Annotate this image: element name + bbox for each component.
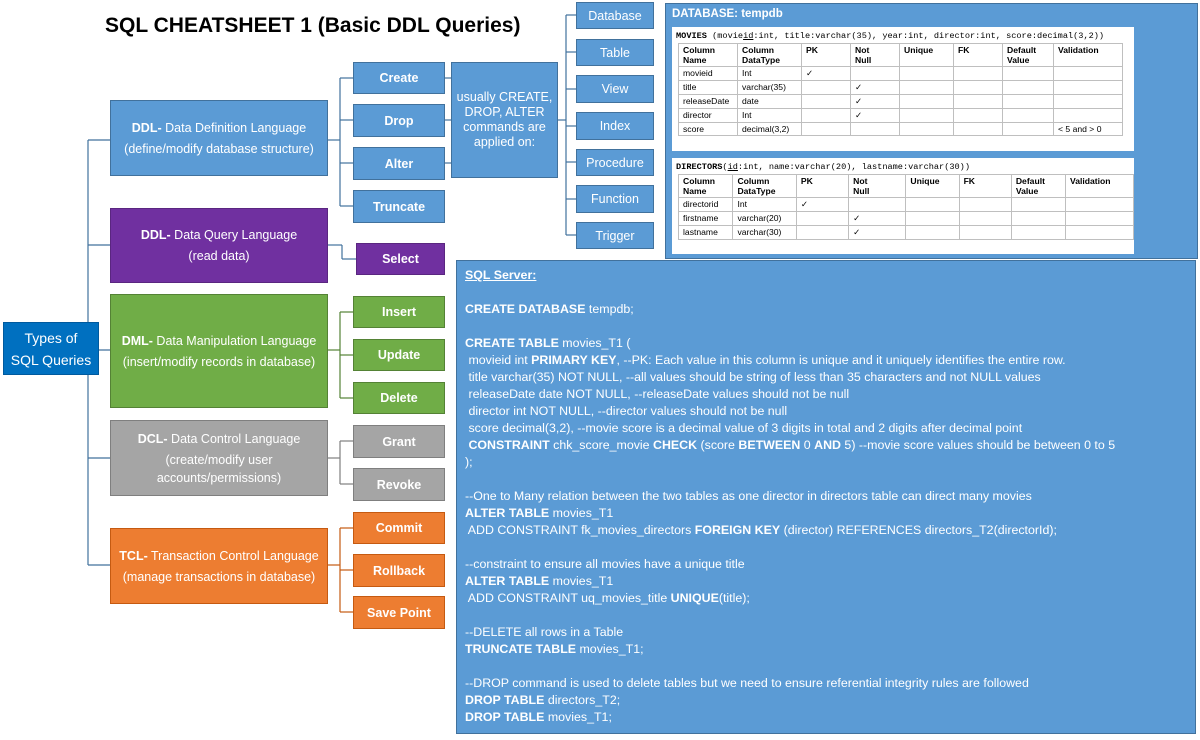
cmd-commit: Commit [353, 512, 445, 544]
table-cell [1011, 198, 1065, 212]
cmd-revoke: Revoke [353, 468, 445, 501]
table-cell [900, 67, 954, 81]
column-header: Default Value [1003, 44, 1054, 67]
category-desc: (manage transactions in database) [122, 569, 316, 584]
column-header: Column Name [679, 44, 738, 67]
table-cell [851, 67, 900, 81]
category-dql [110, 208, 328, 283]
table-row [679, 198, 1134, 212]
table-row [679, 67, 1123, 81]
code-line: CREATE TABLE movies_T1 ( [465, 336, 631, 350]
object-trigger: Trigger [576, 222, 654, 249]
sql-code-panel [456, 260, 1196, 734]
cmd-grant: Grant [353, 425, 445, 458]
column-header: Not Null [851, 44, 900, 67]
code-line: movieid int PRIMARY KEY, --PK: Each value in this column is unique and it uniquely identifies the entire row. [465, 353, 1066, 367]
page-title: SQL CHEATSHEET 1 (Basic DDL Queries) [105, 14, 521, 37]
table-cell [802, 109, 851, 123]
code-line: --DROP command is used to delete tables but we need to ensure referential integrity rules are followed [465, 676, 1029, 690]
table-cell [1003, 123, 1054, 136]
table-cell [1054, 109, 1123, 123]
column-header: FK [959, 175, 1011, 198]
directors-table-card [672, 158, 1134, 254]
object-procedure: Procedure [576, 149, 654, 176]
code-line: title varchar(35) NOT NULL, --all values should be string of less than 35 characters and not NULL values [465, 370, 1041, 384]
table-cell: date [738, 95, 802, 109]
cmd-rollback: Rollback [353, 554, 445, 587]
table-cell [900, 123, 954, 136]
code-line: --DELETE all rows in a Table [465, 625, 624, 639]
code-line [465, 658, 1187, 675]
cmd-delete: Delete [353, 382, 445, 414]
category-desc: (create/modify user accounts/permissions) [156, 452, 282, 485]
table-cell [906, 212, 959, 226]
code-line: CONSTRAINT chk_score_movie CHECK (score BETWEEN 0 AND 5) --movie score values should be between 0 to 5 [468, 438, 1116, 452]
object-table: Table [576, 39, 654, 66]
directors-table [678, 174, 1134, 240]
database-panel [665, 3, 1198, 259]
column-header: PK [796, 175, 848, 198]
table-cell: decimal(3,2) [738, 123, 802, 136]
table-cell [1003, 67, 1054, 81]
category-name: Data Manipulation Language [152, 333, 317, 348]
table-cell [1054, 67, 1123, 81]
code-line: --One to Many relation between the two tables as one director in directors table can direct many movies [465, 489, 1032, 503]
column-header: Default Value [1011, 175, 1065, 198]
code-line [465, 539, 1187, 556]
column-header: Column DataType [733, 175, 796, 198]
table-cell [954, 67, 1003, 81]
column-header: Not Null [849, 175, 906, 198]
code-line: DROP TABLE movies_T1; [465, 710, 612, 724]
table-cell [1011, 226, 1065, 240]
table-cell: ✓ [802, 67, 851, 81]
code-line [465, 471, 1187, 488]
cmd-drop: Drop [353, 104, 445, 137]
cmd-select: Select [356, 243, 445, 275]
table-cell [1003, 81, 1054, 95]
table-cell [954, 95, 1003, 109]
table-cell: ✓ [796, 198, 848, 212]
code-line: ALTER TABLE movies_T1 [465, 506, 614, 520]
table-cell: < 5 and > 0 [1054, 123, 1123, 136]
code-line: director int NOT NULL, --director values should not be null [465, 404, 788, 418]
table-cell [796, 226, 848, 240]
table-cell: director [679, 109, 738, 123]
table-cell [959, 212, 1011, 226]
column-header: Validation [1065, 175, 1133, 198]
column-header: Column DataType [738, 44, 802, 67]
root-line1: Types of [24, 329, 78, 346]
category-abbr: DML- [121, 333, 153, 348]
code-line: releaseDate date NOT NULL, --releaseDate values should not be null [465, 387, 850, 401]
table-cell: score [679, 123, 738, 136]
code-line: ); [465, 455, 473, 469]
table-cell: varchar(20) [733, 212, 796, 226]
table-cell [1054, 95, 1123, 109]
category-desc: (insert/modify records in database) [122, 354, 316, 369]
table-cell: releaseDate [679, 95, 738, 109]
table-row [679, 109, 1123, 123]
table-cell [851, 123, 900, 136]
table-cell [900, 81, 954, 95]
table-cell [906, 198, 959, 212]
applied-on-note: usually CREATE, DROP, ALTER commands are applied on: [451, 62, 558, 178]
table-cell [959, 198, 1011, 212]
table-cell: lastname [679, 226, 733, 240]
category-abbr: DCL- [137, 431, 168, 446]
category-tcl [110, 528, 328, 604]
code-line: TRUNCATE TABLE movies_T1; [465, 642, 644, 656]
table-cell [1065, 212, 1133, 226]
cmd-truncate: Truncate [353, 190, 445, 223]
code-line [465, 284, 1187, 301]
table-cell: movieid [679, 67, 738, 81]
category-name: Data Query Language [170, 228, 298, 242]
object-view: View [576, 75, 654, 103]
sql-heading: SQL Server: [465, 268, 537, 282]
code-line [465, 607, 1187, 624]
column-header: Validation [1054, 44, 1123, 67]
database-title: DATABASE: tempdb [672, 8, 783, 20]
table-cell: ✓ [851, 81, 900, 95]
code-line: ADD CONSTRAINT uq_movies_title UNIQUE(title); [465, 591, 750, 605]
table-cell: directorid [679, 198, 733, 212]
table-cell [954, 109, 1003, 123]
category-abbr: DDL- [131, 120, 162, 135]
table-row [679, 123, 1123, 136]
code-line: --constraint to ensure all movies have a unique title [465, 557, 745, 571]
category-name: Transaction Control Language [147, 548, 319, 563]
table-cell: ✓ [851, 95, 900, 109]
table-cell: title [679, 81, 738, 95]
table-cell [954, 81, 1003, 95]
table-cell: varchar(30) [733, 226, 796, 240]
table-cell [1054, 81, 1123, 95]
category-desc: (read data) [188, 249, 250, 263]
code-line: CREATE DATABASE tempdb; [465, 302, 634, 316]
category-abbr: DDL- [140, 228, 171, 242]
category-dcl [110, 420, 328, 496]
table-cell [802, 123, 851, 136]
category-abbr: TCL- [119, 548, 148, 563]
table-cell [900, 109, 954, 123]
code-line: ALTER TABLE movies_T1 [465, 574, 614, 588]
category-dml [110, 294, 328, 408]
category-name: Data Control Language [167, 431, 301, 446]
table-cell: varchar(35) [738, 81, 802, 95]
table-cell [1065, 226, 1133, 240]
table-cell [1003, 109, 1054, 123]
cmd-insert: Insert [353, 296, 445, 328]
root-node [3, 322, 99, 375]
table-cell [802, 95, 851, 109]
object-function: Function [576, 185, 654, 213]
table-cell: Int [738, 67, 802, 81]
table-cell [849, 198, 906, 212]
category-ddl [110, 100, 328, 176]
table-row [679, 81, 1123, 95]
object-index: Index [576, 112, 654, 140]
code-line: ADD CONSTRAINT fk_movies_directors FOREIGN KEY (director) REFERENCES directors_T2(directorId); [465, 523, 1057, 537]
table-cell: firstname [679, 212, 733, 226]
table-cell [796, 212, 848, 226]
table-cell [1011, 212, 1065, 226]
table-row [679, 212, 1134, 226]
table-row [679, 95, 1123, 109]
table-cell: ✓ [851, 109, 900, 123]
table-cell: Int [733, 198, 796, 212]
movies-table-card [672, 27, 1134, 151]
code-line: DROP TABLE directors_T2; [465, 693, 621, 707]
column-header: FK [954, 44, 1003, 67]
directors-signature: DIRECTORS(id:int, name:varchar(20), lastname:varchar(30)) [676, 162, 970, 172]
table-cell [1065, 198, 1133, 212]
column-header: Column Name [679, 175, 733, 198]
cmd-update: Update [353, 339, 445, 371]
table-cell: Int [738, 109, 802, 123]
table-cell [900, 95, 954, 109]
movies-table [678, 43, 1123, 136]
column-header: Unique [906, 175, 959, 198]
column-header: PK [802, 44, 851, 67]
code-line: score decimal(3,2), --movie score is a decimal value of 3 digits in total and 2 digits after decimal point [465, 421, 1023, 435]
table-cell [906, 226, 959, 240]
category-desc: (define/modify database structure) [124, 141, 314, 156]
table-cell [959, 226, 1011, 240]
cmd-alter: Alter [353, 147, 445, 180]
category-name: Data Definition Language [161, 120, 307, 135]
root-line2: SQL Queries [10, 351, 92, 368]
table-cell [954, 123, 1003, 136]
cmd-create: Create [353, 62, 445, 94]
code-line [465, 318, 1187, 335]
table-cell [802, 81, 851, 95]
movies-signature: MOVIES (movieid:int, title:varchar(35), year:int, director:int, score:decimal(3,2)) [676, 31, 1105, 41]
cmd-save-point: Save Point [353, 596, 445, 629]
sql-code-lines [465, 284, 1187, 726]
table-cell: ✓ [849, 226, 906, 240]
table-cell [1003, 95, 1054, 109]
table-cell: ✓ [849, 212, 906, 226]
object-database: Database [576, 2, 654, 29]
column-header: Unique [900, 44, 954, 67]
table-row [679, 226, 1134, 240]
